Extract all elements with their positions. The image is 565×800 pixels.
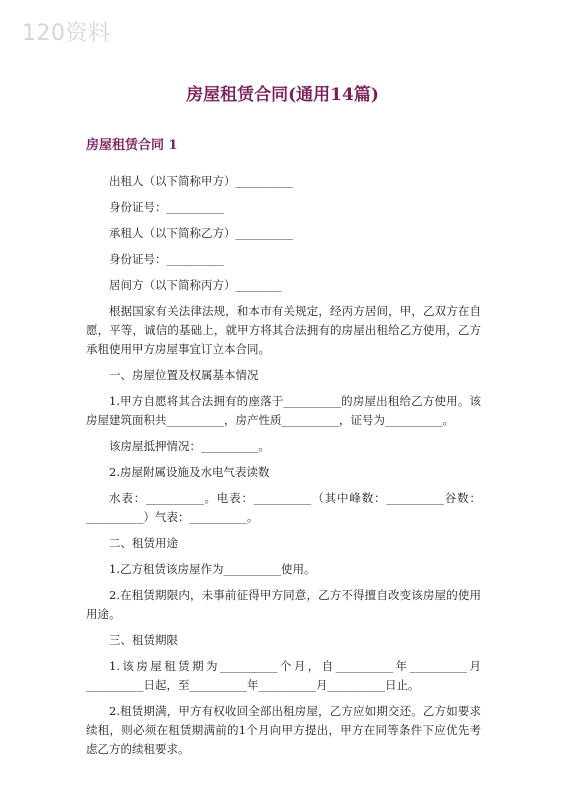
paragraph: 身份证号：__________ [109,200,224,214]
paragraph: 三、租赁期限 [109,633,178,647]
contract-body [86,172,481,766]
paragraph: 2.在租赁期限内，未事前征得甲方同意，乙方不得擅自改变该房屋的使用用途。 [86,588,481,621]
paragraph: 1.乙方租赁该房屋作为__________使用。 [109,562,316,576]
paragraph: 1.该房屋租赁期为__________个月，自__________年__________月__________日起，至__________年__________月__________日止。 [86,659,481,692]
paragraph: 1.甲方自愿将其合法拥有的座落于__________的房屋出租给乙方使用。该房屋建筑面积共__________，房产性质__________，证号为__________。 [86,394,481,427]
section-heading: 房屋租赁合同 1 [86,138,178,153]
paragraph: 二、租赁用途 [109,536,178,550]
paragraph: 水表：__________。电表：__________（其中峰数：__________谷数：__________）气表：__________。 [86,491,481,524]
document-title: 房屋租赁合同(通用14篇) [186,85,379,105]
paragraph: 该房屋抵押情况：__________。 [109,439,270,453]
paragraph: 承租人（以下简称乙方）__________ [109,226,293,240]
paragraph: 出租人（以下简称甲方）__________ [109,174,293,188]
watermark-logo: 120资料 [22,21,111,46]
paragraph: 居间方（以下简称丙方）________ [109,278,282,292]
paragraph: 一、房屋位置及权属基本情况 [109,368,259,382]
paragraph: 2.租赁期满，甲方有权收回全部出租房屋，乙方应如期交还。乙方如要求续租，则必须在租赁期满前的1个月向甲方提出，甲方在同等条件下应优先考虑乙方的续租要求。 [86,704,481,756]
paragraph: 根据国家有关法律法规，和本市有关规定，经丙方居间，甲，乙双方在自愿，平等，诚信的基础上，就甲方将其合法拥有的房屋出租给乙方使用，乙方承租使用甲方房屋事宜订立本合同。 [86,304,481,356]
paragraph: 2.房屋附属设施及水电气表读数 [109,465,270,479]
paragraph: 身份证号：__________ [109,252,224,266]
